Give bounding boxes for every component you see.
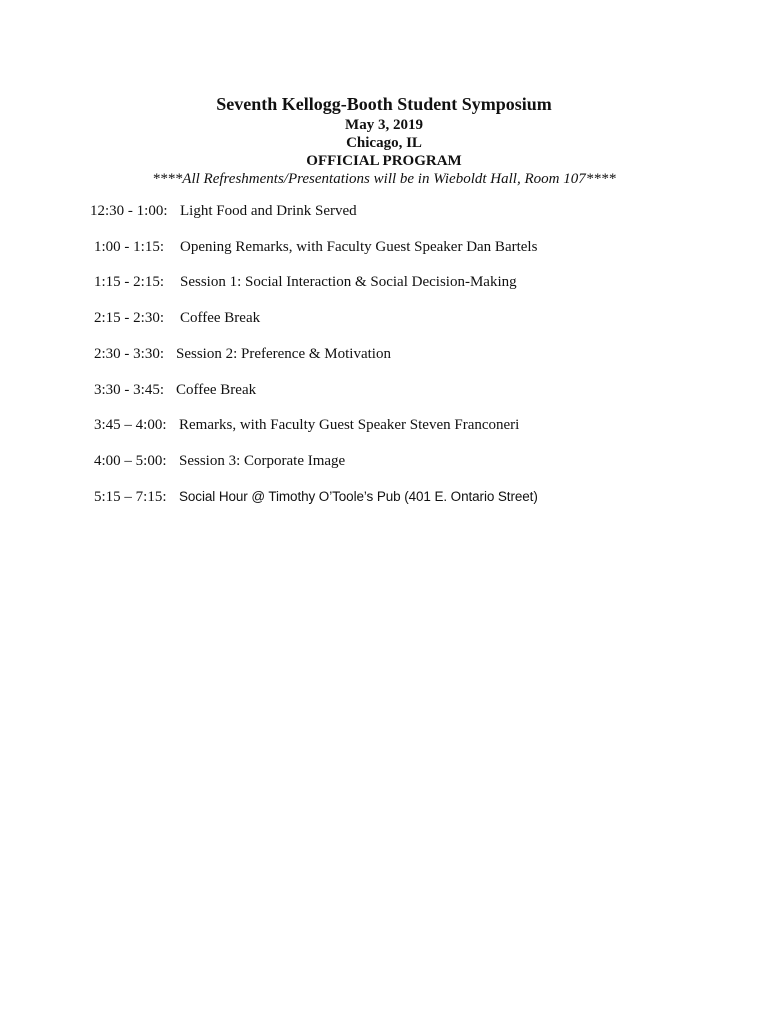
schedule-event: Remarks, with Faculty Guest Speaker Steven Franconeri: [179, 417, 520, 433]
schedule-event: Opening Remarks, with Faculty Guest Speaker Dan Bartels: [180, 239, 538, 255]
schedule-event: Session 2: Preference & Motivation: [176, 346, 391, 362]
schedule-event: Light Food and Drink Served: [180, 203, 357, 219]
schedule-event: Session 1: Social Interaction & Social Decision-Making: [180, 274, 517, 290]
schedule-time: 2:15 - 2:30:: [94, 310, 164, 326]
schedule-time: 4:00 – 5:00:: [94, 453, 167, 469]
schedule-time: 3:45 – 4:00:: [94, 417, 167, 433]
schedule-time: 2:30 - 3:30:: [94, 346, 164, 362]
schedule-time: 3:30 - 3:45:: [94, 382, 164, 398]
schedule-event: Coffee Break: [180, 310, 261, 326]
program-header: [0, 92, 768, 188]
schedule-time: 12:30 - 1:00:: [90, 203, 168, 219]
schedule-event: Session 3: Corporate Image: [179, 453, 346, 469]
schedule-time: 1:15 - 2:15:: [94, 274, 164, 290]
event-date: May 3, 2019: [345, 117, 423, 133]
venue-note: ****All Refreshments/Presentations will be in Wieboldt Hall, Room 107****: [152, 171, 616, 187]
schedule-time: 1:00 - 1:15:: [94, 239, 164, 255]
program-label: OFFICIAL PROGRAM: [306, 153, 462, 169]
event-location: Chicago, IL: [346, 135, 422, 151]
schedule-time: 5:15 – 7:15:: [94, 489, 167, 505]
schedule-event: Coffee Break: [176, 382, 257, 398]
schedule-event: Social Hour @ Timothy O’Toole’s Pub (401 E. Ontario Street): [179, 489, 538, 504]
symposium-title: Seventh Kellogg-Booth Student Symposium: [216, 94, 552, 114]
